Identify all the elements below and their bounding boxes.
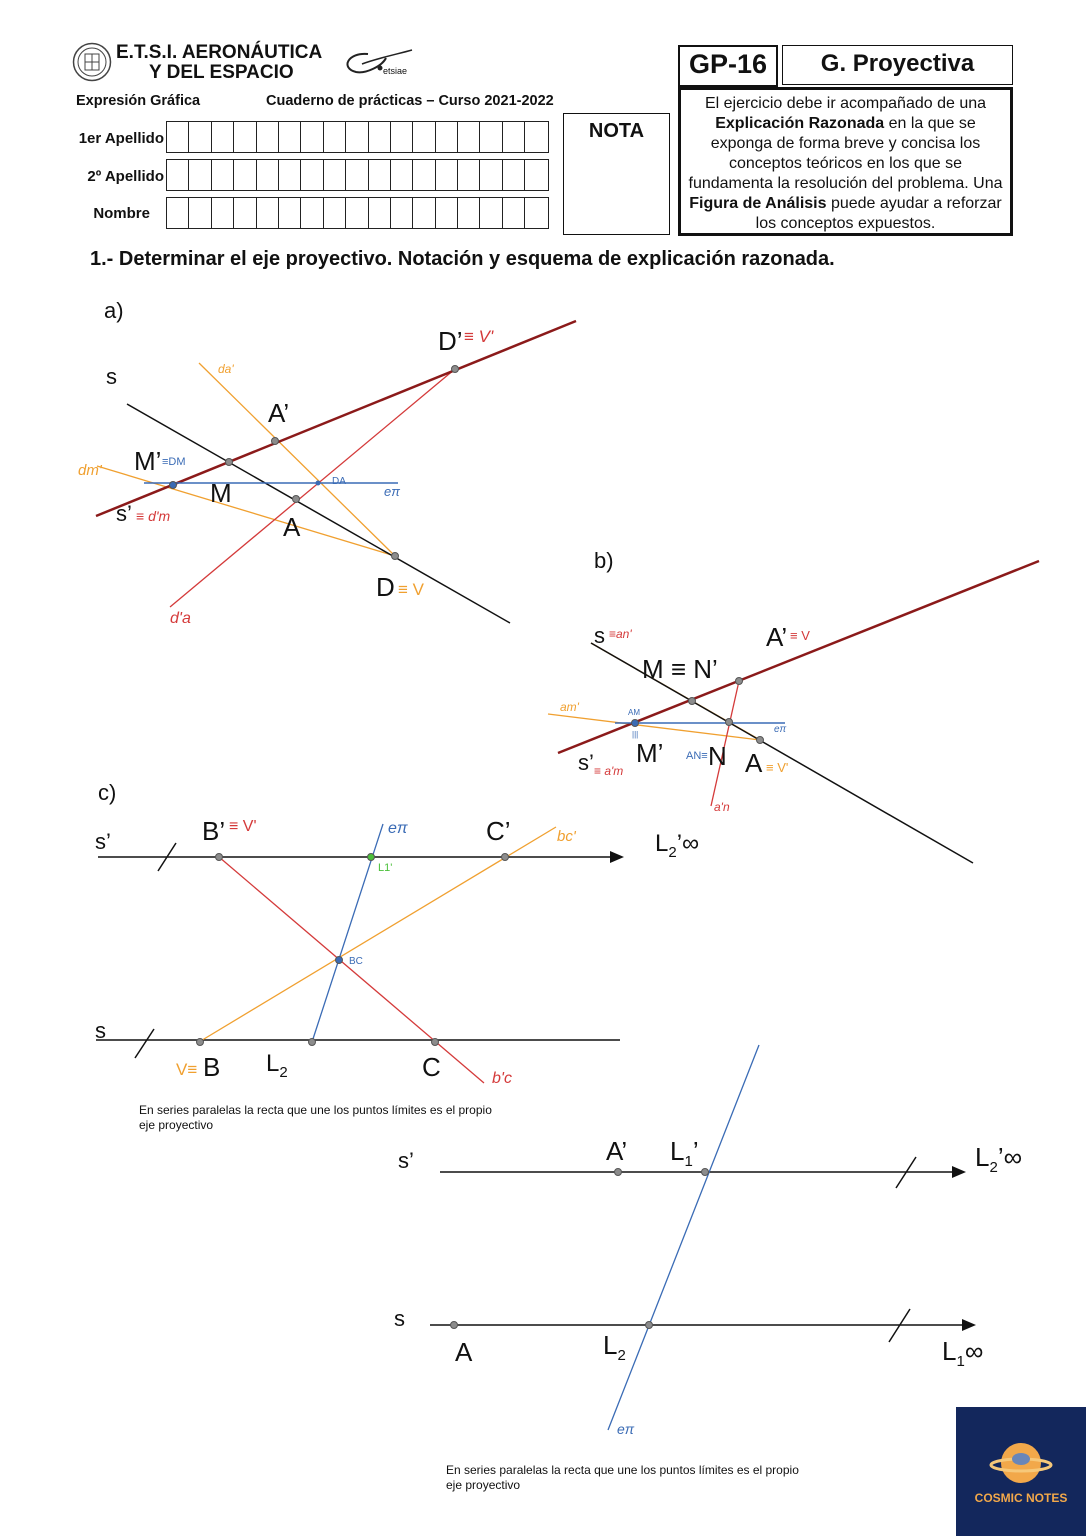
label-a-prime-b-note: ≡ V: [790, 628, 810, 643]
school-name-line2: Y DEL ESPACIO: [149, 62, 294, 83]
label-dm: dm': [78, 462, 102, 479]
label-e-pi-c: eπ: [388, 820, 408, 837]
exercise-code: GP-16: [678, 45, 778, 87]
ufo-planet-icon: [989, 1435, 1053, 1495]
label-s-prime-b: s’: [578, 750, 594, 775]
label-da-prime: da': [218, 362, 234, 376]
label-s-prime-d: s’: [398, 1148, 414, 1173]
subject-label: Expresión Gráfica: [76, 93, 201, 109]
label-e-pi-a: eπ: [384, 484, 400, 499]
topic-title: G. Proyectiva: [782, 45, 1013, 85]
label-a-b: A: [745, 748, 763, 778]
label-l2-inf-d-letter: L: [975, 1142, 990, 1172]
label-l1-inf-d-sub: 1: [956, 1353, 965, 1371]
etsiae-logo-text: etsiae: [383, 66, 408, 76]
label-l2-c-sub: 2: [279, 1063, 288, 1081]
label-l1-prime-c: L1': [378, 862, 393, 874]
label-d-note: ≡ V: [398, 580, 424, 599]
label-l2-inf-c-letter: L: [655, 830, 669, 857]
instructions-text-2: en la que se exponga de forma breve y concisa los conceptos teóricos en los que se fundamenta la resolución del problema. Una: [688, 115, 1003, 192]
label-am-point: AM: [628, 708, 640, 717]
label-b-c-note: V≡: [176, 1060, 198, 1079]
exercise-title: 1.- Determinar el eje proyectivo. Notación y esquema de explicación razonada.: [90, 248, 835, 270]
figure-d: [430, 1045, 976, 1430]
label-l2-d-letter: L: [603, 1330, 618, 1360]
instructions-bold-1: Explicación Razonada: [715, 115, 885, 132]
part-b-label: b): [594, 548, 614, 573]
school-name-line1: E.T.S.I. AERONÁUTICA: [116, 42, 323, 63]
label-l1-inf-d-letter: L: [942, 1336, 957, 1366]
label-l1-prime-d-sub: 1: [684, 1153, 693, 1171]
instructions-bold-2: Figura de Análisis: [689, 195, 827, 212]
label-n: N: [708, 741, 727, 771]
course-label: Cuaderno de prácticas – Curso 2021-2022: [266, 93, 554, 109]
figure-a: [96, 321, 576, 623]
label-l2-inf-c-rest: ’∞: [676, 830, 700, 857]
label-a: A: [283, 512, 301, 542]
label-an: AN≡: [686, 750, 708, 762]
label-l1-inf-d: [942, 1336, 983, 1370]
brand-name: COSMIC NOTES: [974, 1491, 1068, 1505]
label-l2-inf-c-sub: 2: [668, 843, 677, 861]
label-m-prime-b: M’: [636, 738, 664, 768]
label-a-n: a'n: [714, 800, 730, 814]
label-bc-point: BC: [349, 956, 363, 967]
label-l1-inf-d-rest: ∞: [964, 1336, 984, 1366]
label-l2-d: [603, 1330, 626, 1364]
label-a-prime: A’: [268, 398, 290, 428]
label-m-prime: M’: [134, 446, 162, 476]
label-l2-d-sub: 2: [617, 1347, 626, 1365]
label-l1-prime-d: [670, 1136, 699, 1170]
label-d-prime-note: ≡ V': [464, 327, 494, 346]
label-am-prime: am': [560, 700, 579, 714]
field-label-2: 2º Apellido: [87, 168, 164, 185]
label-d-a: d'a: [170, 610, 191, 627]
label-s-prime-c: s’: [95, 829, 111, 854]
label-l2-inf-d: [975, 1142, 1022, 1176]
label-a-prime-b: A’: [766, 622, 788, 652]
label-s-b-note: ≡an': [609, 627, 632, 641]
label-l2-inf-d-sub: 2: [989, 1159, 998, 1177]
label-s-b: s: [594, 623, 605, 648]
label-l1-prime-d-rest: ’: [692, 1136, 699, 1166]
label-s-prime-note: ≡ d'm: [136, 508, 171, 524]
label-s: s: [106, 364, 117, 389]
label-bc-prime: bc': [557, 828, 576, 845]
figure-b: [548, 561, 1039, 863]
cosmic-notes-logo: [956, 1407, 1086, 1536]
label-b-prime-c-note: ≡ V': [229, 818, 257, 835]
field-label-1: 1er Apellido: [78, 130, 164, 147]
label-s-d: s: [394, 1306, 405, 1331]
label-l2-c-letter: L: [266, 1050, 280, 1077]
label-s-prime: s’: [116, 501, 132, 526]
label-d-prime: D’: [438, 326, 463, 356]
label-e-pi-b: eπ: [774, 724, 787, 735]
label-m-n: M ≡ N’: [642, 654, 718, 684]
label-m: M: [210, 478, 232, 508]
label-tick-b: |||: [632, 730, 639, 739]
part-a-label: a): [104, 298, 124, 323]
instructions-text-3: puede ayudar a reforzar los conceptos expuestos.: [755, 195, 1002, 232]
figure-c: [96, 824, 624, 1083]
label-l2-c: [266, 1050, 288, 1081]
label-b-prime-c: B’: [202, 816, 226, 846]
label-d: D: [376, 572, 395, 602]
label-s-prime-b-note: ≡ a'm: [594, 764, 624, 778]
label-a-prime-d: A’: [606, 1136, 628, 1166]
label-l2-inf-d-rest: ’∞: [997, 1142, 1023, 1172]
label-m-prime-note: ≡DM: [162, 456, 186, 468]
label-b-c-line: b'c: [492, 1070, 512, 1087]
label-l1-prime-d-letter: L: [670, 1136, 685, 1166]
label-e-pi-d: eπ: [617, 1421, 635, 1437]
instructions-text-1: El ejercicio debe ir acompañado de una: [704, 95, 987, 112]
part-c-label: c): [98, 780, 117, 805]
label-c-prime-c: C’: [486, 816, 511, 846]
label-b-c: B: [203, 1052, 221, 1082]
label-c-c: C: [422, 1052, 441, 1082]
label-s-c: s: [95, 1018, 106, 1043]
caption-c: En series paralelas la recta que une los puntos límites es el propio eje proyectivo: [139, 1103, 492, 1132]
caption-d: En series paralelas la recta que une los puntos límites es el propio eje proyectivo: [446, 1463, 799, 1492]
label-a-d: A: [455, 1337, 473, 1367]
label-da-point: DA: [332, 476, 346, 487]
field-label-3: Nombre: [93, 205, 150, 222]
grade-label: NOTA: [588, 120, 645, 142]
label-l2-inf-c: [655, 830, 699, 861]
label-a-b-note: ≡ V': [766, 760, 789, 775]
